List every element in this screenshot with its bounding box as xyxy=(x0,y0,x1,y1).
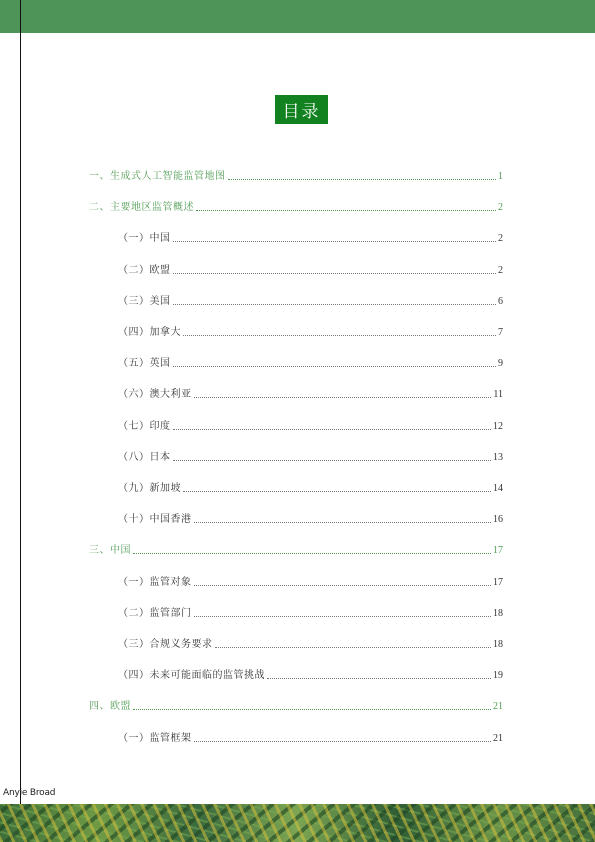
toc-entry[interactable] xyxy=(89,541,503,557)
toc-entry-label: （五）英国 xyxy=(118,358,171,369)
page-title: 目录 xyxy=(275,95,328,124)
toc-entry-page: 1 xyxy=(498,171,503,182)
toc-entry-page: 2 xyxy=(498,202,503,213)
margin-rule xyxy=(20,0,21,842)
toc-leader-dots xyxy=(133,552,491,554)
toc-entry-label: （三）合规义务要求 xyxy=(118,639,213,650)
toc-leader-dots xyxy=(194,396,492,398)
toc-entry-label: （一）监管框架 xyxy=(118,733,192,744)
toc-entry[interactable] xyxy=(118,479,503,495)
toc-leader-dots xyxy=(173,365,497,367)
toc-entry-label: （一）中国 xyxy=(118,233,171,244)
toc-entry-page: 14 xyxy=(493,483,503,494)
toc-entry-page: 7 xyxy=(498,327,503,338)
toc-entry-page: 17 xyxy=(493,577,503,588)
toc-entry[interactable] xyxy=(118,729,503,745)
toc-entry-page: 18 xyxy=(493,639,503,650)
toc-entry[interactable] xyxy=(118,292,503,308)
toc-entry-label: （四）加拿大 xyxy=(118,327,181,338)
toc-entry-label: （十）中国香港 xyxy=(118,514,192,525)
toc-entry[interactable] xyxy=(118,354,503,370)
toc-entry[interactable] xyxy=(89,198,503,214)
toc-entry-label: 四、欧盟 xyxy=(89,701,131,712)
toc-entry-label: （二）监管部门 xyxy=(118,608,192,619)
header-band xyxy=(0,0,595,33)
toc-entry-label: （四）未来可能面临的监管挑战 xyxy=(118,670,265,681)
toc-entry-label: （九）新加坡 xyxy=(118,483,181,494)
toc-leader-dots xyxy=(183,490,491,492)
toc-leader-dots xyxy=(173,428,492,430)
toc-leader-dots xyxy=(173,303,497,305)
toc-entry-label: （一）监管对象 xyxy=(118,577,192,588)
toc-entry[interactable] xyxy=(118,604,503,620)
toc-entry[interactable] xyxy=(118,448,503,464)
toc-entry-page: 13 xyxy=(493,452,503,463)
toc-entry[interactable] xyxy=(118,417,503,433)
toc-leader-dots xyxy=(267,677,491,679)
toc-entry-label: 一、生成式人工智能监管地图 xyxy=(89,171,226,182)
toc-leader-dots xyxy=(173,459,492,461)
toc-entry-page: 2 xyxy=(498,233,503,244)
toc-leader-dots xyxy=(194,740,492,742)
toc-entry[interactable] xyxy=(118,229,503,245)
toc-entry[interactable] xyxy=(118,573,503,589)
toc-entry-page: 21 xyxy=(493,701,503,712)
toc-entry[interactable] xyxy=(118,635,503,651)
toc-entry-page: 19 xyxy=(493,670,503,681)
toc-leader-dots xyxy=(194,521,492,523)
toc-entry-label: （七）印度 xyxy=(118,421,171,432)
toc-entry-page: 11 xyxy=(493,389,503,400)
toc-entry-page: 18 xyxy=(493,608,503,619)
toc-leader-dots xyxy=(173,272,497,274)
toc-entry-page: 2 xyxy=(498,265,503,276)
toc-entry-page: 9 xyxy=(498,358,503,369)
toc-entry[interactable] xyxy=(118,261,503,277)
toc-leader-dots xyxy=(194,615,492,617)
toc-entry[interactable] xyxy=(118,385,503,401)
toc-entry-page: 17 xyxy=(493,545,503,556)
footer-painting-image xyxy=(0,804,595,842)
toc-entry-page: 12 xyxy=(493,421,503,432)
toc-entry-page: 6 xyxy=(498,296,503,307)
toc-entry-page: 16 xyxy=(493,514,503,525)
toc-entry-label: 二、主要地区监管概述 xyxy=(89,202,194,213)
toc-entry[interactable] xyxy=(118,323,503,339)
toc-entry-label: 三、中国 xyxy=(89,545,131,556)
toc-leader-dots xyxy=(183,334,496,336)
toc-entry-label: （二）欧盟 xyxy=(118,265,171,276)
toc-entry[interactable] xyxy=(89,167,503,183)
toc-leader-dots xyxy=(215,646,492,648)
toc-entry-label: （三）美国 xyxy=(118,296,171,307)
toc-leader-dots xyxy=(194,584,492,586)
toc-entry[interactable] xyxy=(118,510,503,526)
toc-entry-page: 21 xyxy=(493,733,503,744)
toc-leader-dots xyxy=(196,209,496,211)
toc-entry-label: （六）澳大利亚 xyxy=(118,389,192,400)
toc-leader-dots xyxy=(133,708,491,710)
toc-leader-dots xyxy=(173,240,497,242)
toc-entry-label: （八）日本 xyxy=(118,452,171,463)
toc-leader-dots xyxy=(228,178,497,180)
signature: Anyie Broad xyxy=(3,788,56,798)
toc-entry[interactable] xyxy=(89,697,503,713)
toc-entry[interactable] xyxy=(118,666,503,682)
